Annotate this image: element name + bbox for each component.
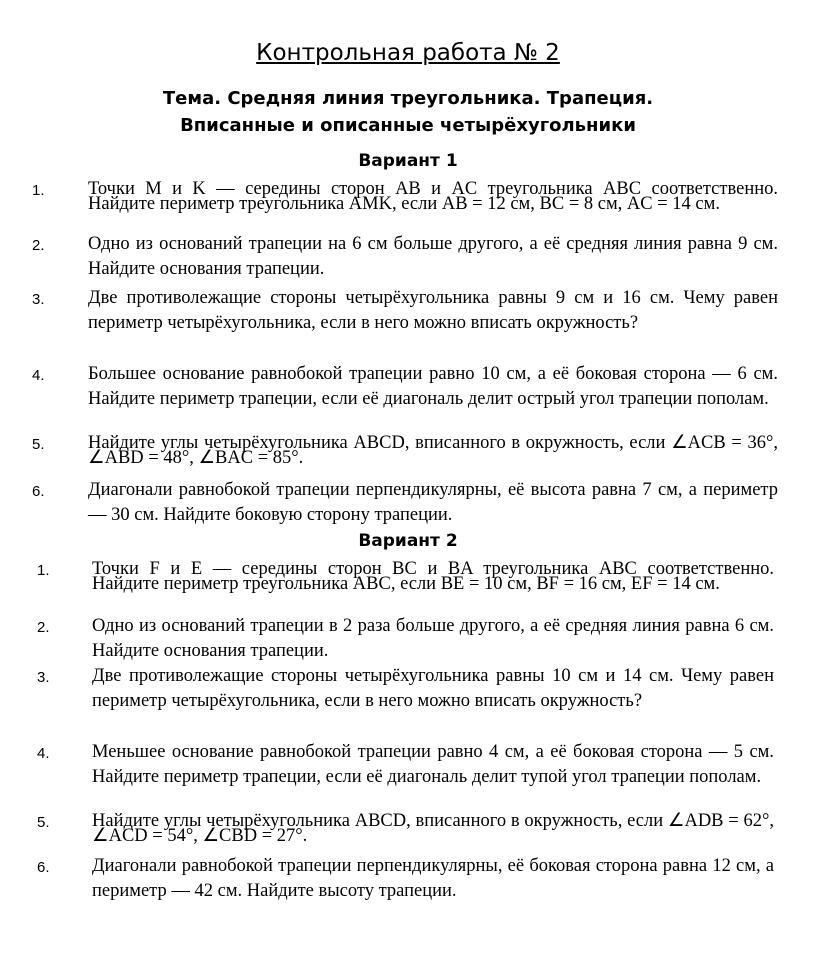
task-text: Две противолежащие стороны четырёхугольника равны 10 см и 14 см. Чему равен периметр четырёхугольника, если в него можно вписать окружность?	[92, 666, 774, 711]
task-number: 2.	[37, 619, 50, 636]
task-item	[32, 179, 778, 232]
task-item	[32, 232, 778, 286]
task-number: 4.	[32, 367, 45, 384]
task-text: Диагонали равнобокой трапеции перпендикулярны, её высота равна 7 см, а периметр — 30 см. Найдите боковую сторону трапеции.	[88, 480, 778, 525]
task-number: 5.	[37, 814, 50, 831]
task-item	[32, 286, 778, 362]
variant-2-task-list	[37, 559, 774, 904]
variant-1-task-list	[32, 179, 778, 528]
task-item	[37, 854, 774, 904]
task-number: 4.	[37, 745, 50, 762]
task-text: Большее основание равнобокой трапеции равно 10 см, а её боковая сторона — 6 см. Найдите периметр трапеции, если её диагональ делит острый угол трапеции пополам.	[88, 364, 778, 409]
task-text: Две противолежащие стороны четырёхугольника равны 9 см и 16 см. Чему равен периметр четырёхугольника, если в него можно вписать окружность?	[88, 288, 778, 333]
variant-1-heading: Вариант 1	[358, 151, 458, 171]
task-number: 2.	[32, 237, 45, 254]
task-number: 6.	[32, 483, 45, 500]
task-text: Одно из оснований трапеции на 6 см больше другого, а её средняя линия равна 9 см. Найдите основания трапеции.	[88, 234, 778, 279]
task-number: 1.	[32, 182, 45, 199]
task-item	[37, 664, 774, 740]
task-text: Найдите углы четырёхугольника ABCD, вписанного в окружность, если ∠ADB = 62°, ∠ACD = 54°, ∠CBD = 27°.	[92, 811, 774, 846]
task-number: 5.	[32, 436, 45, 453]
task-text: Диагонали равнобокой трапеции перпендикулярны, её боковая сторона равна 12 см, а периметр — 42 см. Найдите высоту трапеции.	[92, 856, 774, 901]
topic-line-2: Вписанные и описанные четырёхугольники	[180, 115, 636, 136]
task-text: Меньшее основание равнобокой трапеции равно 4 см, а её боковая сторона — 5 см. Найдите периметр трапеции, если её диагональ делит тупой угол трапеции пополам.	[92, 742, 774, 787]
variant-2-heading: Вариант 2	[358, 531, 458, 551]
task-text: Точки F и E — середины сторон BC и BA треугольника ABC соответственно. Найдите периметр треугольника ABC, если BE = 10 см, BF = 16 см, EF = 14 см.	[92, 559, 774, 594]
page-title: Контрольная работа № 2	[256, 40, 560, 66]
task-item	[32, 362, 778, 436]
task-text: Одно из оснований трапеции в 2 раза больше другого, а её средняя линия равна 6 см. Найдите основания трапеции.	[92, 616, 774, 661]
task-number: 3.	[32, 291, 45, 308]
task-item	[32, 433, 778, 478]
task-number: 3.	[37, 669, 50, 686]
task-text: Точки M и K — середины сторон AB и AC треугольника ABC соответственно. Найдите периметр треугольника AMK, если AB = 12 см, BC = 8 см, AC = 14 см.	[88, 179, 778, 214]
task-item	[37, 559, 774, 614]
task-item	[37, 614, 774, 664]
task-item	[37, 811, 774, 854]
task-item	[37, 740, 774, 814]
task-item	[32, 478, 778, 528]
task-text: Найдите углы четырёхугольника ABCD, вписанного в окружность, если ∠ACB = 36°, ∠ABD = 48°, ∠BAC = 85°.	[88, 433, 778, 468]
task-number: 6.	[37, 859, 50, 876]
topic-line-1: Тема. Средняя линия треугольника. Трапеция.	[162, 88, 654, 109]
task-number: 1.	[37, 562, 50, 579]
